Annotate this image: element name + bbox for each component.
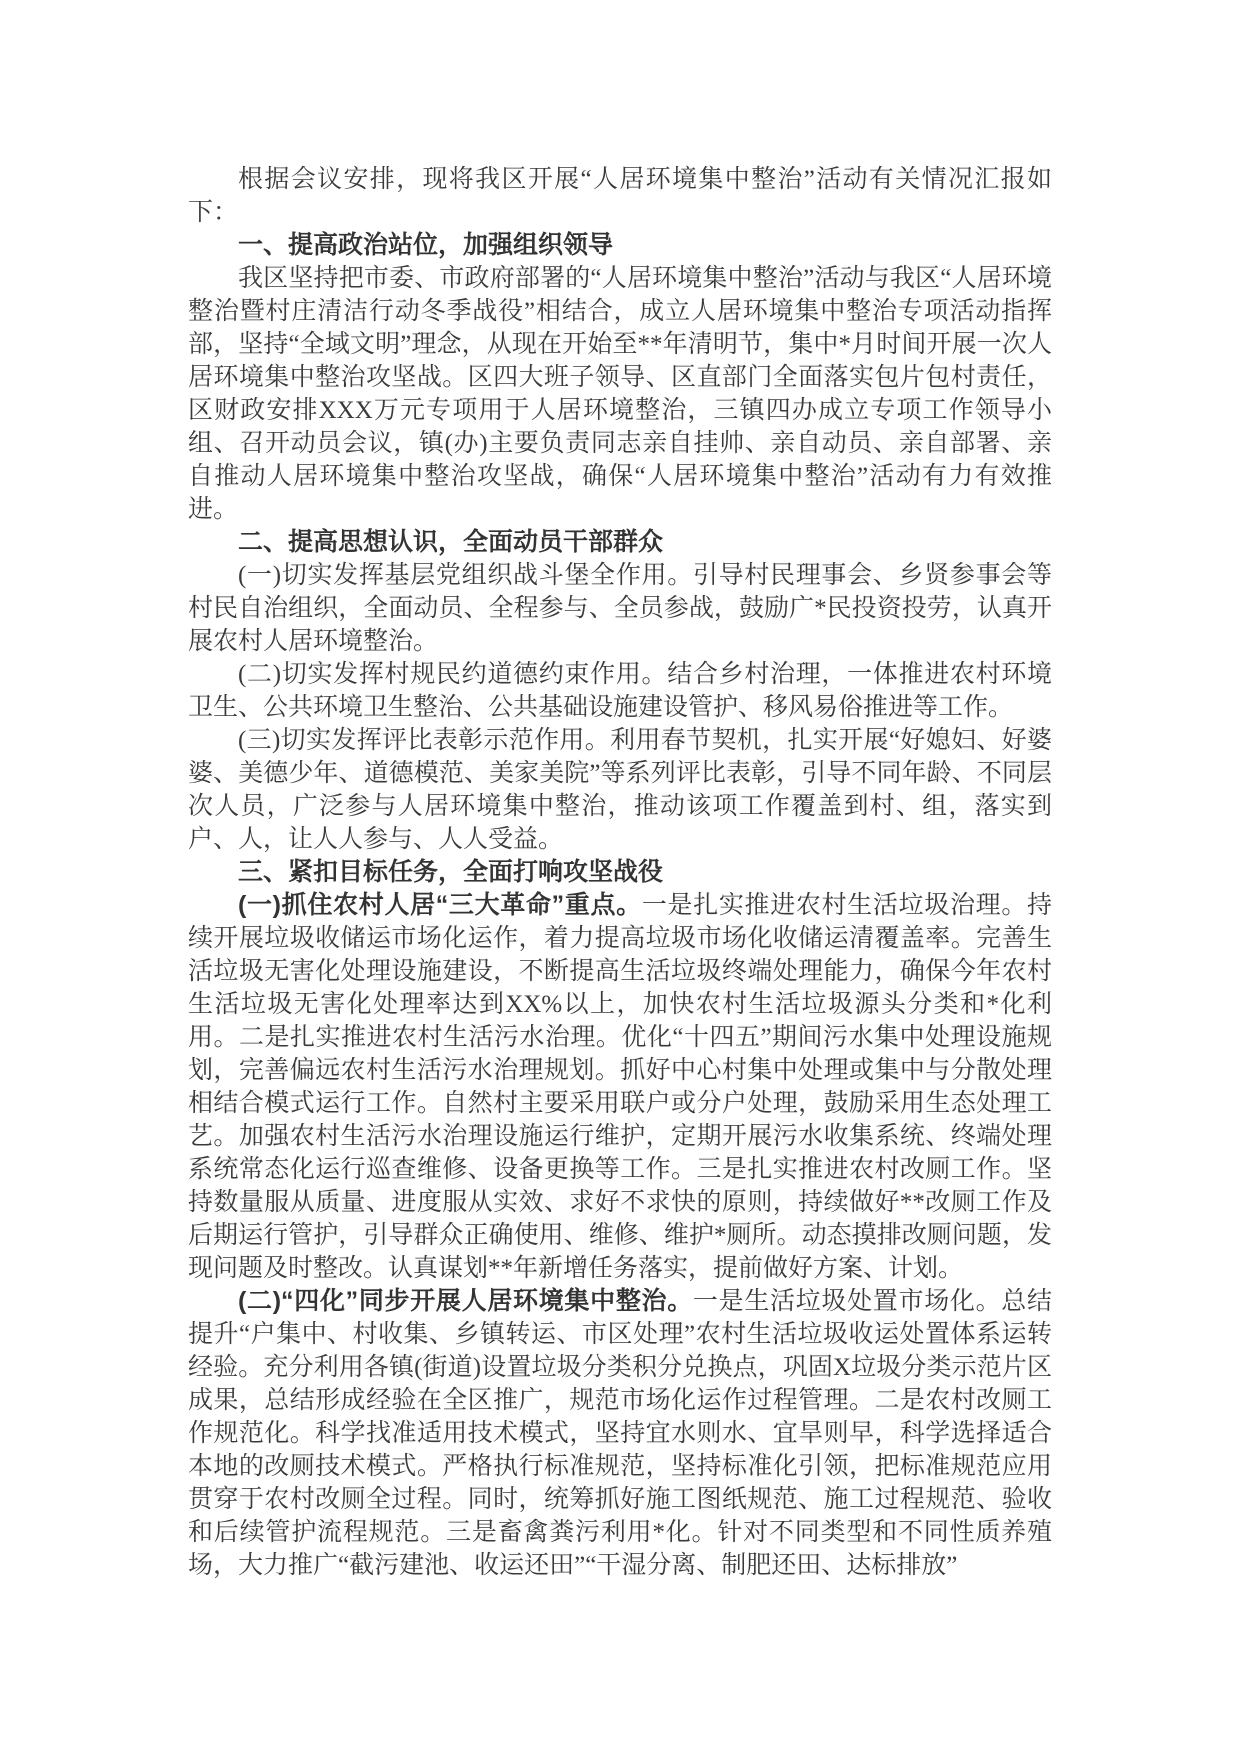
section-3-item-1-lead: (一)抓住农村人居“三大革命”重点。 bbox=[238, 891, 642, 919]
section-2-item-1-paragraph: (一)切实发挥基层党组织战斗堡全作用。引导村民理事会、乡贤参事会等村民自治组织，全面动员、全程参与、全员参战，鼓励广*民投资投劳，认真开展农村人居环境整治。 bbox=[188, 562, 1052, 655]
section-3-item-2-paragraph bbox=[188, 1285, 1052, 1582]
section-1-paragraph: 我区坚持把市委、市政府部署的“人居环境集中整治”活动与我区“人居环境整治暨村庄清洁行动冬季战役”相结合，成立人居环境集中整治专项活动指挥部，坚持“全域文明”理念，从现在开始至**年清明节，集中*月时间开展一次人居环境集中整治攻坚战。区四大班子领导、区直部门全面落实包片包村责任，区财政安排XXX万元专项用于人居环境整治，三镇四办成立专项工作领导小组、召开动员会议，镇(办)主要负责同志亲自挂帅、亲自动员、亲自部署、亲自推动人居环境集中整治攻坚战，确保“人居环境集中整治”活动有力有效推进。 bbox=[188, 265, 1052, 523]
section-3-item-2-lead: (二)“四化”同步开展人居环境集中整治。 bbox=[238, 1287, 693, 1315]
document-body bbox=[188, 163, 1052, 1582]
section-3-item-1-text: 一是扎实推进农村生活垃圾治理。持续开展垃圾收储运市场化运作，着力提高垃圾市场化收储运清覆盖率。完善生活垃圾无害化处理设施建设，不断提高生活垃圾终端处理能力，确保今年农村生活垃圾无害化处理率达到XX%以上，加快农村生活垃圾源头分类和*化利用。二是扎实推进农村生活污水治理。优化“十四五”期间污水集中处理设施规划，完善偏远农村生活污水治理规划。抓好中心村集中处理或集中与分散处理相结合模式运行工作。自然村主要采用联户或分户处理，鼓励采用生态处理工艺。加强农村生活污水治理设施运行维护，定期开展污水收集系统、终端处理系统常态化运行巡查维修、设备更换等工作。三是扎实推进农村改厕工作。坚持数量服从质量、进度服从实效、求好不求快的原则，持续做好**改厕工作及后期运行管护，引导群众正确使用、维修、维护*厕所。动态摸排改厕问题，发现问题及时整改。认真谋划**年新增任务落实，提前做好方案、计划。 bbox=[188, 892, 1052, 1282]
section-3-item-1-paragraph bbox=[188, 889, 1052, 1285]
intro-paragraph: 根据会议安排，现将我区开展“人居环境集中整治”活动有关情况汇报如下： bbox=[188, 166, 1052, 226]
section-2-item-3-paragraph: (三)切实发挥评比表彰示范作用。利用春节契机，扎实开展“好媳妇、好婆婆、美德少年、道德模范、美家美院”等系列评比表彰，引导不同年龄、不同层次人员，广泛参与人居环境集中整治，推动该项工作覆盖到村、组，落实到户、人，让人人参与、人人受益。 bbox=[188, 727, 1052, 853]
section-heading-3: 三、紧扣目标任务，全面打响攻坚战役 bbox=[238, 858, 664, 886]
section-3-item-2-text: 一是生活垃圾处置市场化。总结提升“户集中、村收集、乡镇转运、市区处理”农村生活垃圾收运处置体系运转经验。充分利用各镇(街道)设置垃圾分类积分兑换点，巩固X垃圾分类示范片区成果，总结形成经验在全区推广，规范市场化运作过程管理。二是农村改厕工作规范化。科学找准适用技术模式，坚持宜水则水、宜旱则早，科学选择适合本地的改厕技术模式。严格执行标准规范，坚持标准化引领，把标准规范应用贯穿于农村改厕全过程。同时，统筹抓好施工图纸规范、施工过程规范、验收和后续管护流程规范。三是畜禽粪污利用*化。针对不同类型和不同性质养殖场，大力推广“截污建池、收运还田”“干湿分离、制肥还田、达标排放” bbox=[188, 1288, 1052, 1579]
section-2-item-2-paragraph: (二)切实发挥村规民约道德约束作用。结合乡村治理，一体推进农村环境卫生、公共环境卫生整治、公共基础设施建设管护、移风易俗推进等工作。 bbox=[188, 661, 1052, 721]
section-heading-2: 二、提高思想认识，全面动员干部群众 bbox=[238, 528, 664, 556]
section-heading-1: 一、提高政治站位，加强组织领导 bbox=[238, 231, 614, 259]
